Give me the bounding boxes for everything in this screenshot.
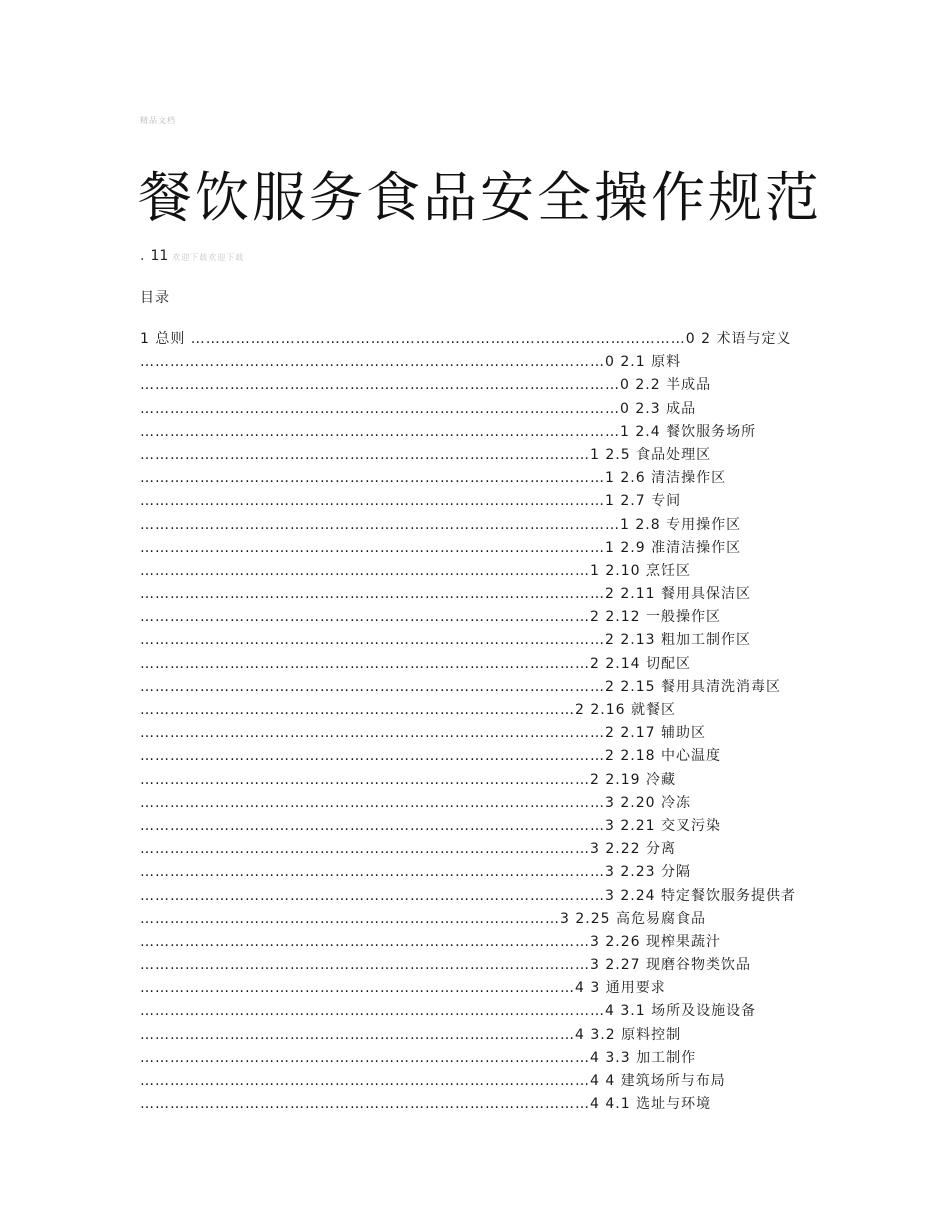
- toc-line: …………………………………………………………………………………1 2.6 清洁操作区: [140, 470, 727, 487]
- toc-line: ………………………………………………………………………………1 2.10 烹饪区: [140, 562, 691, 579]
- toc-line: ………………………………………………………………………………2 2.19 冷藏: [140, 771, 676, 788]
- document-title: 餐饮服务食品安全操作规范: [138, 166, 822, 229]
- sub-line-mark: .: [140, 248, 145, 264]
- toc-line: ………………………………………………………………………………3 2.27 现磨谷物类饮品: [140, 957, 751, 974]
- toc-line: …………………………………………………………………………………1 2.7 专间: [140, 493, 682, 510]
- sub-line-faint-text: 欢迎下载欢迎下载: [172, 253, 245, 262]
- toc-line: ……………………………………………………………………………………0 2.3 成品: [140, 400, 697, 417]
- toc-line: ……………………………………………………………………………………1 2.8 专用操作区: [140, 516, 742, 533]
- toc-line: …………………………………………………………………………3 2.25 高危易腐食品: [140, 910, 706, 927]
- toc-line: …………………………………………………………………………………3 2.24 特定餐饮服务提供者: [140, 887, 796, 904]
- toc-line: …………………………………………………………………………………2 2.13 粗加工制作区: [140, 632, 751, 649]
- toc-line: …………………………………………………………………………………1 2.9 准清洁操作区: [140, 539, 742, 556]
- toc-line: ……………………………………………………………………………………0 2.2 半成品: [140, 377, 712, 394]
- toc-line: ………………………………………………………………………………2 2.14 切配区: [140, 655, 691, 672]
- toc-line: ………………………………………………………………………………4 3.3 加工制作: [140, 1049, 697, 1066]
- toc-line: ………………………………………………………………………………3 2.22 分离: [140, 841, 676, 858]
- toc-line: …………………………………………………………………………………2 2.17 辅助区: [140, 725, 706, 742]
- sub-line: [140, 246, 244, 268]
- toc-line: …………………………………………………………………………………2 2.18 中心温度: [140, 748, 721, 765]
- header-note: 精品文档: [140, 116, 176, 125]
- toc-line: ……………………………………………………………………………2 2.16 就餐区: [140, 702, 676, 718]
- toc-line: …………………………………………………………………………………4 3.1 场所及设施设备: [140, 1003, 757, 1020]
- toc-line: ………………………………………………………………………………3 2.26 现榨果蔬汁: [140, 933, 721, 950]
- toc-line: …………………………………………………………………………………3 2.23 分隔: [140, 864, 691, 881]
- toc-line: ………………………………………………………………………………4 4 建筑场所与布局: [140, 1073, 726, 1089]
- toc-line: ……………………………………………………………………………4 3 通用要求: [140, 980, 666, 997]
- toc-line: 1 总则 ………………………………………………………………………………………0 2 术语与定义: [140, 331, 792, 347]
- toc-line: …………………………………………………………………………………0 2.1 原料: [140, 354, 682, 371]
- toc-line: ………………………………………………………………………………2 2.12 一般操作区: [140, 609, 721, 626]
- sub-line-number: 11: [150, 248, 169, 264]
- toc-heading: 目录: [140, 290, 170, 306]
- toc-line: …………………………………………………………………………………3 2.20 冷冻: [140, 794, 691, 811]
- toc-line: …………………………………………………………………………………2 2.15 餐用具清洗消毒区: [140, 678, 781, 695]
- toc-line: ……………………………………………………………………………………1 2.4 餐饮服务场所: [140, 423, 757, 440]
- toc-line: ………………………………………………………………………………1 2.5 食品处理区: [140, 446, 712, 463]
- toc-line: ……………………………………………………………………………4 3.2 原料控制: [140, 1026, 682, 1043]
- table-of-contents: [140, 328, 820, 1116]
- toc-line: …………………………………………………………………………………3 2.21 交叉污染: [140, 817, 721, 834]
- toc-line: …………………………………………………………………………………2 2.11 餐用具保洁区: [140, 586, 751, 603]
- toc-line: ………………………………………………………………………………4 4.1 选址与环境: [140, 1096, 712, 1113]
